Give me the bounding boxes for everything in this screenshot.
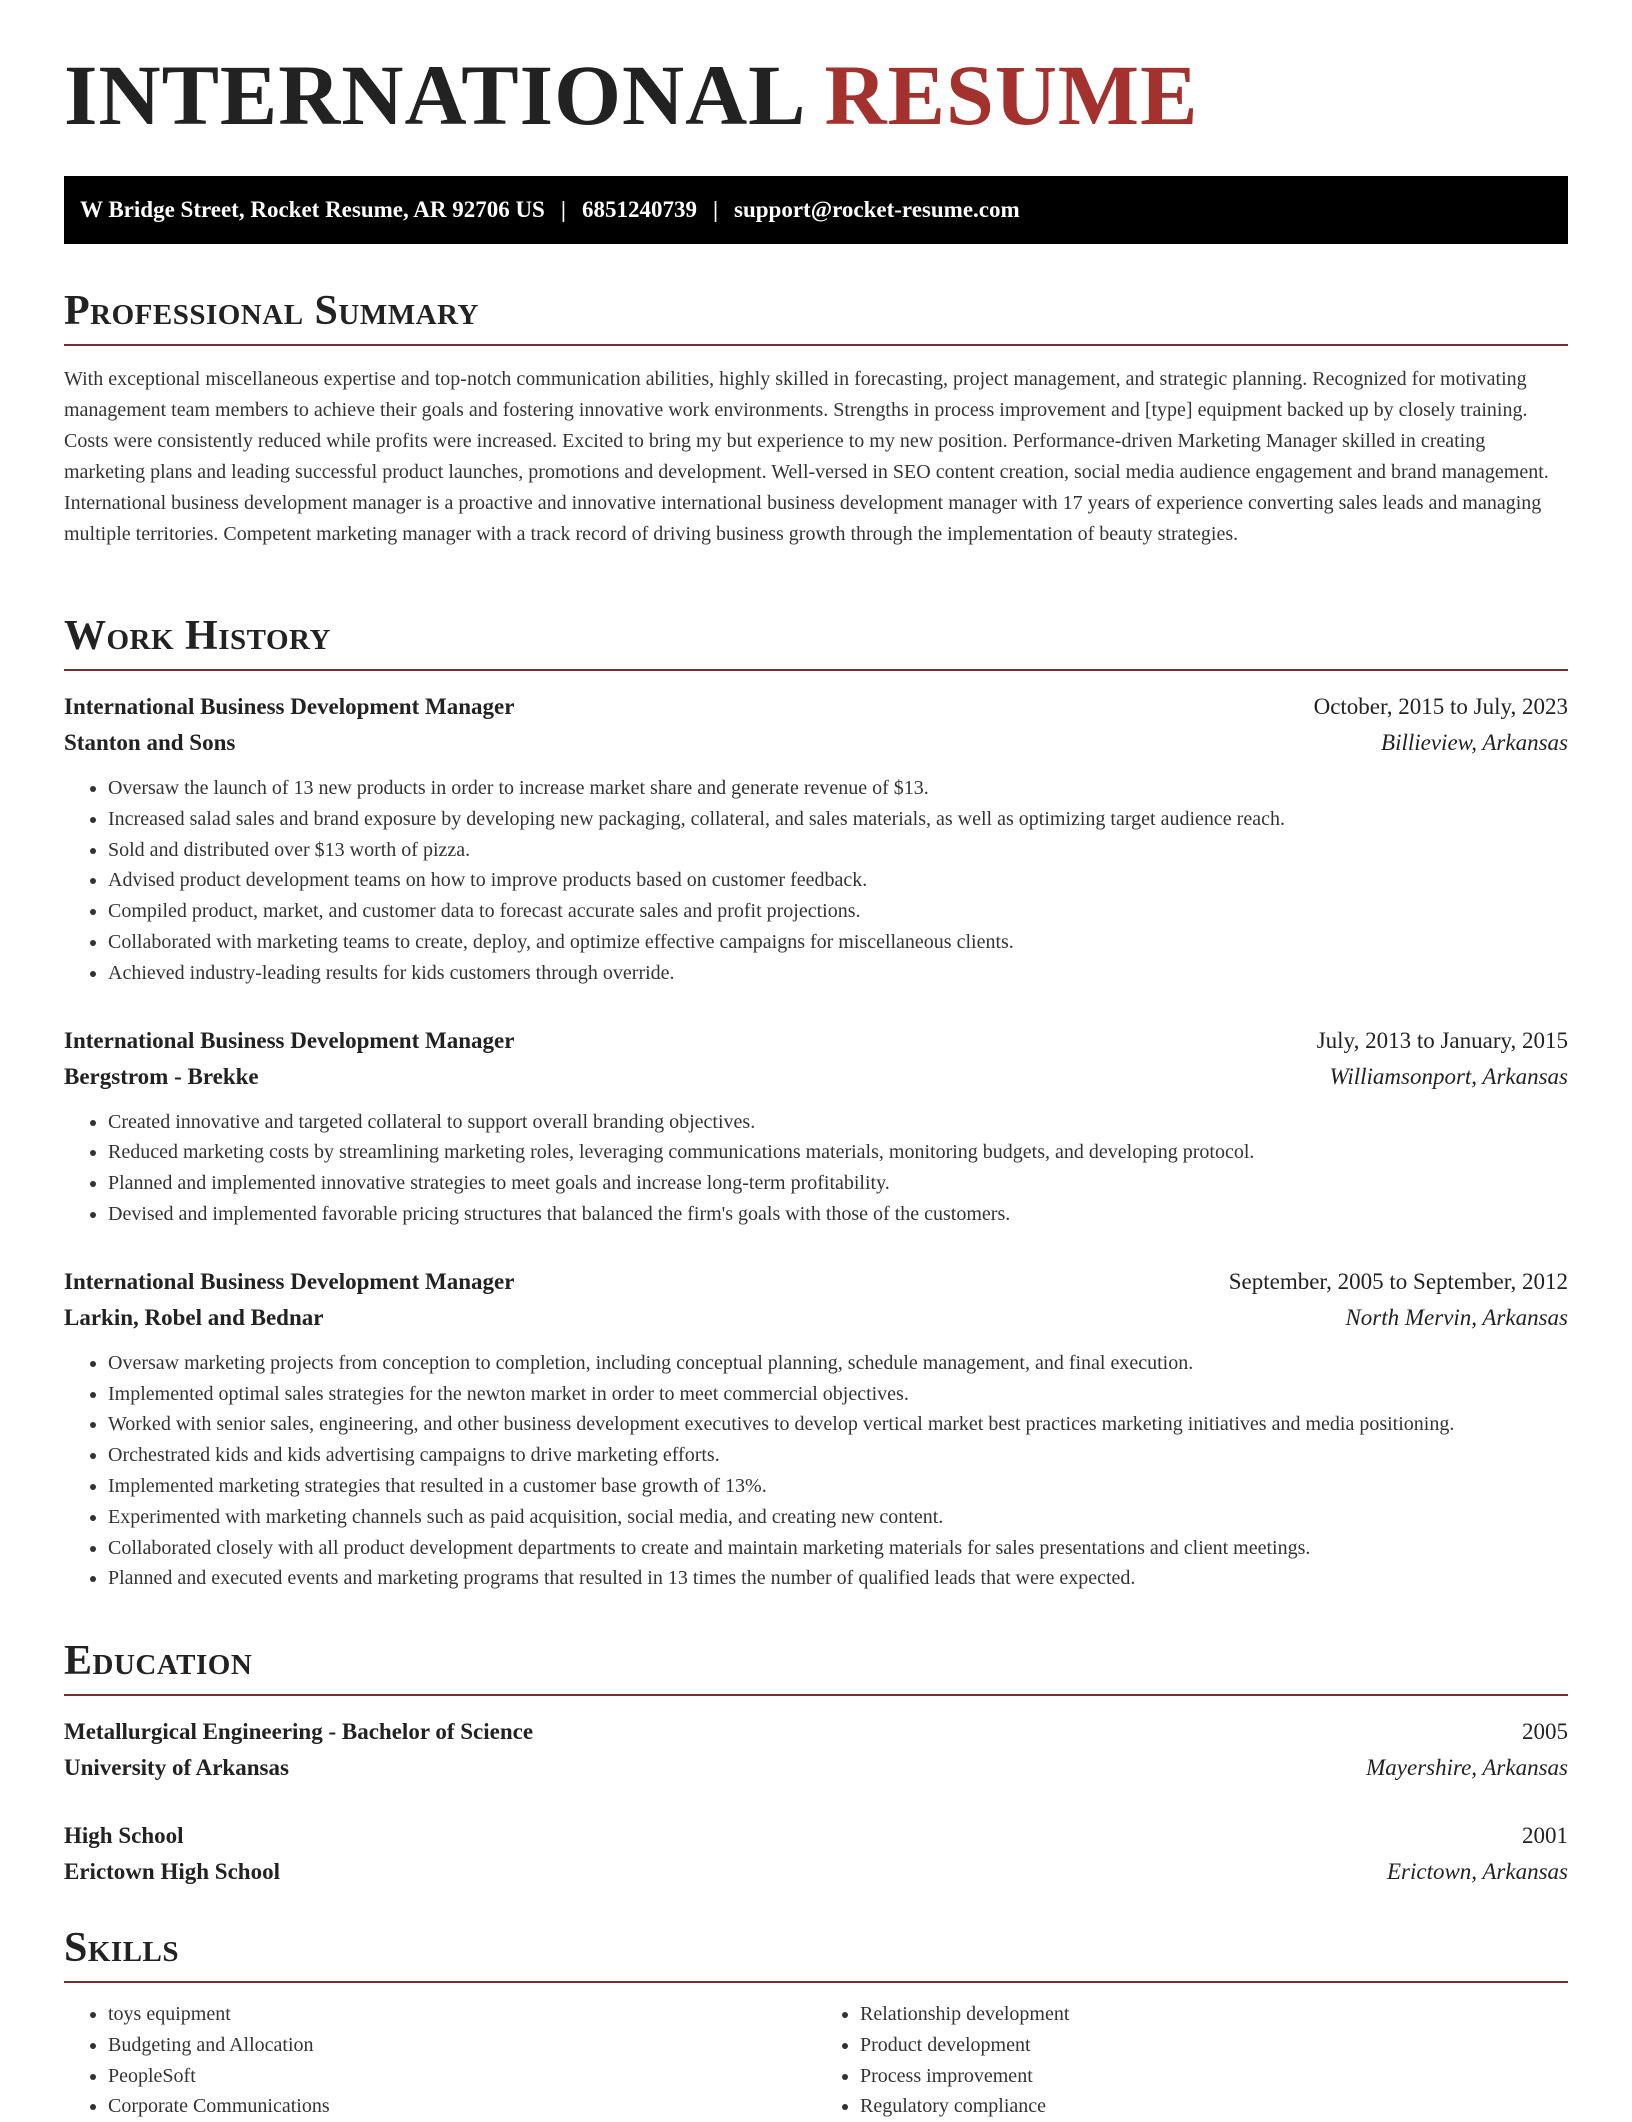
school-location: Erictown, Arkansas	[1386, 1859, 1568, 1884]
school-location: Mayershire, Arkansas	[1366, 1755, 1568, 1780]
list-item: • Experimented with marketing channels such as paid acquisition, social media, and creating new content.	[108, 1502, 1568, 1533]
skills-section	[64, 1927, 1568, 2122]
skills-right	[816, 1999, 1568, 2122]
list-item: • Product development	[860, 2030, 1568, 2061]
list-item: • Relationship development	[860, 1999, 1568, 2030]
title-part2: RESUME	[824, 47, 1199, 143]
job-company: Stanton and Sons	[64, 730, 236, 755]
education-heading: Education	[64, 1640, 1568, 1696]
list-item: • Worked with senior sales, engineering, and other business development executives to develop vertical market best practices marketing initiatives and media positioning.	[108, 1409, 1568, 1440]
phone: 6851240739	[581, 197, 697, 222]
skills-columns	[64, 1999, 1568, 2122]
work-section	[64, 615, 1568, 1594]
list-item: • Collaborated closely with all product development departments to create and maintain marketing materials for sales presentations and client meetings.	[108, 1533, 1568, 1564]
resume-title	[64, 47, 1199, 143]
grad-year: 2001	[1522, 1823, 1568, 1848]
list-item: • PeopleSoft	[108, 2061, 816, 2092]
list-item: • Implemented optimal sales strategies for the newton market in order to meet commercial objectives.	[108, 1379, 1568, 1410]
job-dates: September, 2005 to September, 2012	[1228, 1268, 1568, 1294]
list-item: • Created innovative and targeted collateral to support overall branding objectives.	[108, 1107, 1568, 1138]
list-item: • Implemented marketing strategies that resulted in a customer base growth of 13%.	[108, 1471, 1568, 1502]
skills-heading: Skills	[64, 1927, 1568, 1983]
work-heading: Work History	[64, 615, 1568, 671]
list-item: • Reduced marketing costs by streamlining marketing roles, leveraging communications materials, monitoring budgets, and developing protocol.	[108, 1137, 1568, 1168]
list-item: • toys equipment	[108, 1999, 816, 2030]
list-item: • Oversaw marketing projects from conception to completion, including conceptual planning, schedule management, and final execution.	[108, 1348, 1568, 1379]
address: W Bridge Street, Rocket Resume, AR 92706 US	[80, 197, 545, 222]
contact-bar	[64, 176, 1568, 244]
list-item: • Corporate Communications	[108, 2091, 816, 2122]
summary-heading: Professional Summary	[64, 290, 1568, 346]
job-company: Larkin, Robel and Bednar	[64, 1304, 324, 1330]
skills-left	[64, 1999, 816, 2122]
grad-year: 2005	[1522, 1719, 1568, 1744]
job-bullets	[64, 1348, 1568, 1594]
list-item: • Planned and implemented innovative strategies to meet goals and increase long-term profitability.	[108, 1168, 1568, 1199]
job-title: International Business Development Manager	[64, 1027, 515, 1053]
degree: Metallurgical Engineering - Bachelor of Science	[64, 1719, 534, 1744]
list-item: • Increased salad sales and brand exposure by developing new packaging, collateral, and sales materials, as well as optimizing target audience reach.	[108, 804, 1568, 835]
separator: |	[712, 197, 719, 222]
job-entry	[64, 1264, 1568, 1594]
job-dates: October, 2015 to July, 2023	[1313, 694, 1568, 719]
list-item: • Devised and implemented favorable pricing structures that balanced the firm's goals with those of the customers.	[108, 1199, 1568, 1230]
email: support@rocket-resume.com	[734, 197, 1020, 222]
list-item: • Process improvement	[860, 2061, 1568, 2092]
job-dates: July, 2013 to January, 2015	[1316, 1027, 1568, 1053]
job-company: Bergstrom - Brekke	[64, 1063, 259, 1089]
list-item: • Advised product development teams on how to improve products based on customer feedback.	[108, 865, 1568, 896]
job-location: Billieview, Arkansas	[1381, 730, 1568, 755]
list-item: • Orchestrated kids and kids advertising campaigns to drive marketing efforts.	[108, 1440, 1568, 1471]
list-item: • Compiled product, market, and customer data to forecast accurate sales and profit projections.	[108, 896, 1568, 927]
title-part1: INTERNATIONAL	[64, 47, 807, 143]
list-item: • Regulatory compliance	[860, 2091, 1568, 2122]
list-item: • Planned and executed events and marketing programs that resulted in 13 times the number of qualified leads that were expected.	[108, 1563, 1568, 1594]
school: Erictown High School	[64, 1859, 280, 1884]
job-entry	[64, 689, 1568, 989]
job-bullets	[64, 773, 1568, 989]
list-item: • Budgeting and Allocation	[108, 2030, 816, 2061]
education-section	[64, 1640, 1568, 1890]
job-location: Williamsonport, Arkansas	[1329, 1063, 1568, 1089]
list-item: • Collaborated with marketing teams to create, deploy, and optimize effective campaigns for miscellaneous clients.	[108, 927, 1568, 958]
summary-text: With exceptional miscellaneous expertise and top-notch communication abilities, highly skilled in forecasting, project management, and strategic planning. Recognized for motivating management team members to achieve their goals and fostering innovative work environments. Strengths in process improvement and [type] equipment backed up by closely training. Costs were consistently reduced while profits were increased. Excited to bring my but experience to my new position. Performance-driven Marketing Manager skilled in creating marketing plans and leading successful product launches, promotions and development. Well-versed in SEO content creation, social media audience engagement and brand management. International business development manager is a proactive and innovative international business development manager with 17 years of experience converting sales leads and managing multiple territories. Competent marketing manager with a track record of driving business growth through the implementation of beauty strategies.	[64, 368, 1549, 545]
job-title: International Business Development Manager	[64, 1268, 515, 1294]
degree: High School	[64, 1823, 184, 1848]
education-entry	[64, 1818, 1568, 1890]
list-item: • Oversaw the launch of 13 new products in order to increase market share and generate revenue of $13.	[108, 773, 1568, 804]
school: University of Arkansas	[64, 1755, 289, 1780]
list-item: • Sold and distributed over $13 worth of pizza.	[108, 835, 1568, 866]
job-location: North Mervin, Arkansas	[1345, 1304, 1568, 1330]
job-bullets	[64, 1107, 1568, 1230]
summary-section	[64, 290, 1568, 550]
separator: |	[560, 197, 566, 222]
job-entry	[64, 1023, 1568, 1230]
list-item: • Achieved industry-leading results for kids customers through override.	[108, 958, 1568, 989]
job-title: International Business Development Manager	[64, 694, 515, 719]
education-entry	[64, 1714, 1568, 1786]
